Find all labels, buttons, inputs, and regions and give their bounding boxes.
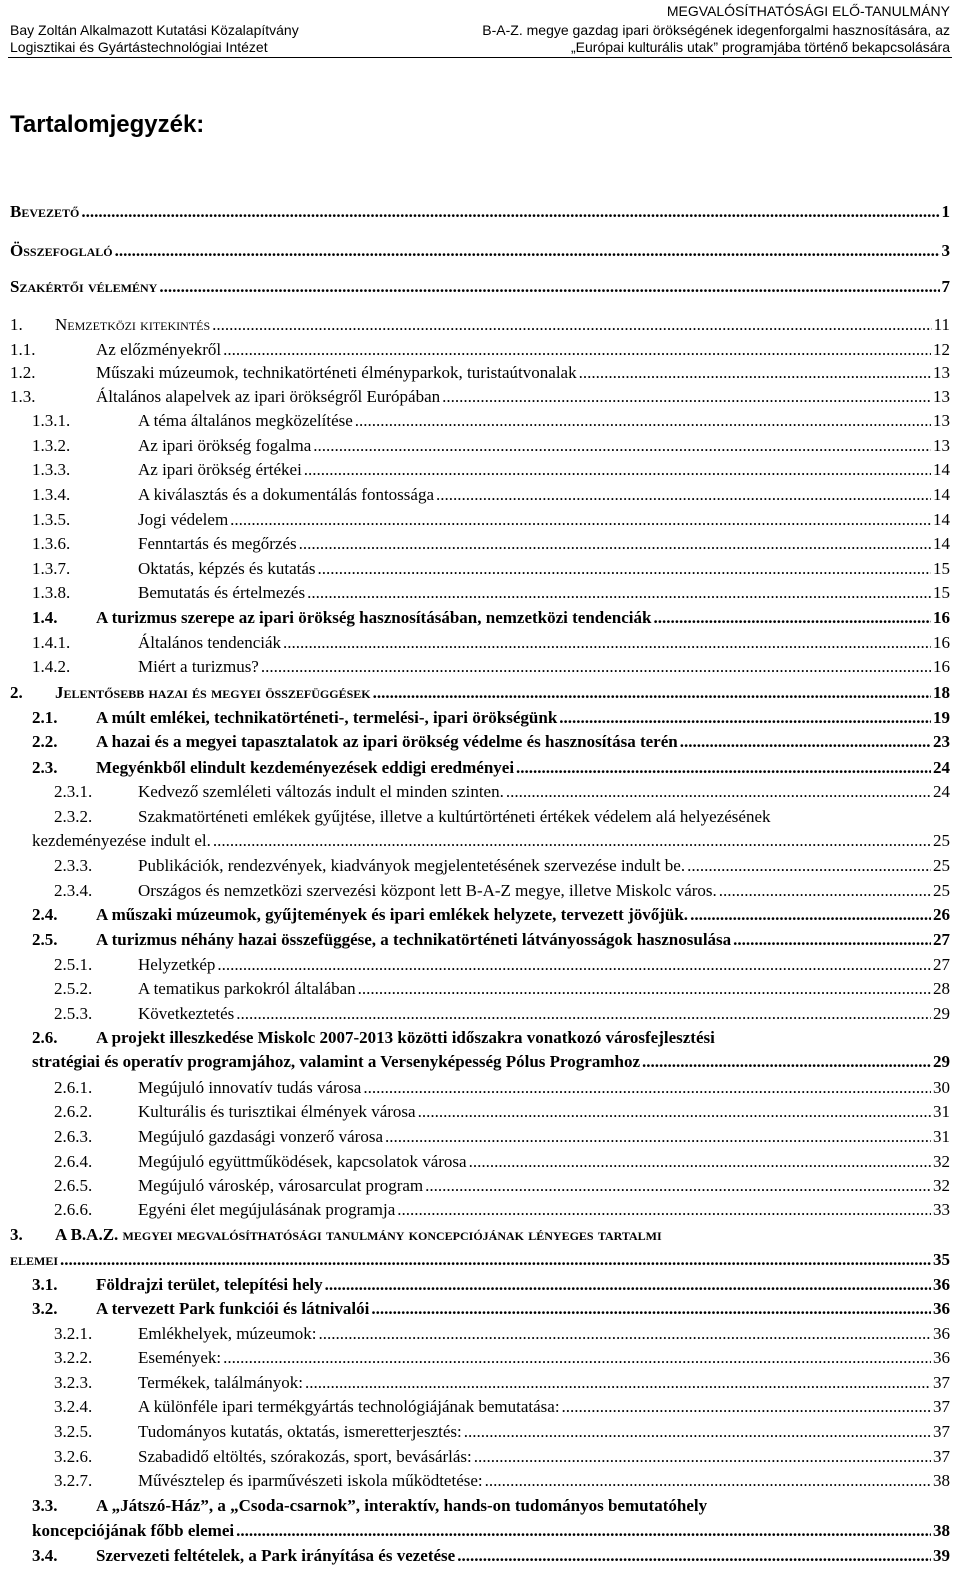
toc-entry-label: Publikációk, rendezvények, kiadványok megjelentetésének szervezése indult be.	[138, 856, 686, 875]
toc-entry-page: 36	[933, 1324, 950, 1343]
toc-leader	[579, 362, 931, 384]
toc-entry-label: Események:	[138, 1348, 222, 1367]
toc-leader	[355, 410, 931, 432]
toc-leader	[516, 757, 931, 779]
toc-leader	[212, 314, 931, 336]
toc-entry-label: Tudományos kutatás, oktatás, ismeretterjesztés:	[138, 1422, 462, 1441]
toc-entry[interactable]	[32, 607, 950, 629]
toc-entry[interactable]	[54, 1323, 950, 1345]
toc-entry[interactable]	[10, 240, 950, 262]
toc-leader	[60, 1249, 931, 1271]
toc-entry-page: 25	[933, 856, 950, 875]
toc-entry[interactable]	[54, 1077, 950, 1099]
toc-leader	[385, 1126, 931, 1148]
toc-entry-number: 3.2.1.	[54, 1324, 93, 1343]
toc-entry-label: A kiválasztás és a dokumentálás fontossága	[138, 485, 435, 504]
toc-entry-label: Következtetés	[138, 1004, 235, 1023]
toc-leader	[307, 582, 931, 604]
toc-entry-number: 2.	[10, 683, 23, 702]
toc-leader	[425, 1175, 931, 1197]
toc-entry[interactable]	[10, 386, 950, 408]
toc-entry-page: 19	[933, 708, 950, 727]
toc-entry-label: Általános tendenciák	[138, 633, 282, 652]
toc-entry-page: 37	[933, 1447, 950, 1466]
toc-entry[interactable]	[54, 1151, 950, 1173]
toc-entry-page: 13	[933, 411, 950, 430]
toc-entry-label: A tematikus parkokról általában	[138, 979, 356, 998]
toc-entry[interactable]	[54, 1446, 950, 1468]
toc-entry-label: Megújuló együttműködések, kapcsolatok városa	[138, 1152, 467, 1171]
toc-entry[interactable]	[32, 904, 950, 926]
toc-entry-number: 3.2.3.	[54, 1373, 93, 1392]
toc-entry-label-cont: stratégiai és operatív programjához, valamint a Versenyképesség Pólus Programhoz	[32, 1052, 640, 1071]
toc-entry-number: 1.2.	[10, 363, 36, 382]
toc-entry[interactable]	[54, 1421, 950, 1443]
toc-entry-page: 33	[933, 1200, 950, 1219]
toc-entry-page: 7	[941, 277, 950, 296]
toc-entry-page: 32	[933, 1152, 950, 1171]
toc-entry-page: 3	[941, 241, 950, 260]
toc-entry-number: 2.3.2.	[54, 807, 93, 826]
toc-entry-number: 2.3.3.	[54, 856, 93, 875]
toc-entry[interactable]	[32, 533, 950, 555]
toc-leader	[469, 1151, 931, 1173]
toc-leader	[223, 1347, 931, 1369]
toc-entry-page: 13	[933, 387, 950, 406]
toc-entry-label: Jogi védelem	[138, 510, 229, 529]
toc-entry-label: Egyéni élet megújulásának programja	[138, 1200, 396, 1219]
toc-entry-page: 24	[933, 782, 950, 801]
toc-entry-label: Szabadidő eltöltés, szórakozás, sport, bevásárlás:	[138, 1447, 472, 1466]
toc-entry-number: 1.4.1.	[32, 633, 71, 652]
toc-entry-number: 1.3.5.	[32, 510, 71, 529]
toc-entry-number: 2.5.3.	[54, 1004, 93, 1023]
toc-entry-label: Kedvező szemléleti változás indult el minden szinten.	[138, 782, 504, 801]
toc-entry[interactable]	[32, 656, 950, 678]
toc-entry-continuation[interactable]	[10, 1249, 950, 1271]
toc-entry[interactable]	[54, 954, 950, 976]
toc-entry-number: 2.6.6.	[54, 1200, 93, 1219]
toc-entry-label: Fenntartás és megőrzés	[138, 534, 297, 553]
toc-entry-label: Szakértői vélemény	[10, 277, 158, 296]
toc-entry[interactable]	[54, 1470, 950, 1492]
toc-entry-page: 32	[933, 1176, 950, 1195]
toc-leader	[230, 509, 931, 531]
toc-leader	[464, 1421, 931, 1443]
toc-entry-page: 14	[933, 510, 950, 529]
toc-entry-number: 2.3.	[32, 758, 58, 777]
toc-entry-page: 36	[933, 1348, 950, 1367]
toc-leader	[159, 276, 939, 298]
toc-entry-page: 38	[933, 1471, 950, 1490]
toc-entry[interactable]	[32, 1274, 950, 1296]
toc-entry-number: 2.5.	[32, 930, 58, 949]
toc-entry-page: 29	[933, 1052, 950, 1071]
toc-leader	[325, 1274, 931, 1296]
toc-leader	[474, 1446, 931, 1468]
toc-entry[interactable]	[54, 1396, 950, 1418]
toc-entry-number: 3.3.	[32, 1496, 58, 1515]
toc-entry-label: A hazai és a megyei tapasztalatok az ipari örökség védelme és hasznosítása terén	[96, 732, 678, 751]
toc-entry-label: Szervezeti feltételek, a Park irányítása és vezetése	[96, 1546, 456, 1565]
toc-entry-page: 37	[933, 1422, 950, 1441]
toc-entry-label: A múlt emlékei, technikatörténeti-, termelési-, ipari örökségünk	[96, 708, 558, 727]
toc-entry-number: 1.1.	[10, 340, 36, 359]
toc-entry-label: A projekt illeszkedése Miskolc 2007-2013 közötti időszakra vonatkozó városfejlesztési	[96, 1028, 715, 1047]
toc-entry[interactable]	[32, 929, 950, 951]
toc-leader	[217, 954, 931, 976]
toc-entry-page: 36	[933, 1275, 950, 1294]
toc-entry-label: Bemutatás és értelmezés	[138, 583, 306, 602]
toc-entry[interactable]	[32, 731, 950, 753]
toc-entry-number: 3.2.6.	[54, 1447, 93, 1466]
toc-entry[interactable]	[32, 632, 950, 654]
toc-entry-page: 16	[933, 608, 950, 627]
toc-entry-number: 3.4.	[32, 1546, 58, 1565]
toc-leader	[373, 682, 931, 704]
toc-leader	[305, 1372, 931, 1394]
toc-entry-label: A tervezett Park funkciói és látnivalói	[96, 1299, 370, 1318]
toc-entry-number: 3.2.7.	[54, 1471, 93, 1490]
toc-entry-label: A B.A.Z. megyei megvalósíthatósági tanulmány koncepciójának lényeges tartalmi	[55, 1225, 662, 1244]
toc-entry-heading[interactable]	[54, 806, 950, 828]
toc-entry-page: 35	[933, 1250, 950, 1269]
toc-leader	[304, 459, 931, 481]
toc-entry[interactable]	[10, 339, 950, 361]
toc-entry-page: 30	[933, 1078, 950, 1097]
toc-entry[interactable]	[10, 314, 950, 336]
toc-leader	[81, 201, 939, 223]
toc-leader	[358, 978, 931, 1000]
toc-entry[interactable]	[54, 1199, 950, 1221]
toc-entry-page: 25	[933, 831, 950, 850]
toc-entry-page: 12	[933, 340, 950, 359]
toc-leader	[642, 1051, 931, 1073]
toc-entry-number: 2.6.5.	[54, 1176, 93, 1195]
toc-entry-page: 23	[933, 732, 950, 751]
toc-entry-page: 16	[933, 657, 950, 676]
toc-entry-heading[interactable]	[32, 1027, 950, 1049]
toc-entry-label: Emlékhelyek, múzeumok:	[138, 1324, 317, 1343]
toc-entry[interactable]	[32, 1298, 950, 1320]
toc-entry[interactable]	[32, 707, 950, 729]
toc-entry-page: 27	[933, 955, 950, 974]
toc-entry-number: 2.4.	[32, 905, 58, 924]
toc-entry[interactable]	[32, 509, 950, 531]
toc-entry-label: Az ipari örökség értékei	[138, 460, 302, 479]
toc-entry-number: 1.4.	[32, 608, 58, 627]
toc-entry[interactable]	[32, 757, 950, 779]
page-header	[0, 0, 960, 58]
toc-leader	[690, 904, 931, 926]
toc-entry[interactable]	[10, 276, 950, 298]
toc-entry-number: 2.5.2.	[54, 979, 93, 998]
toc-entry-page: 37	[933, 1397, 950, 1416]
toc-entry-number: 2.2.	[32, 732, 58, 751]
toc-entry-number: 3.	[10, 1225, 23, 1244]
toc-entry-label: Termékek, találmányok:	[138, 1373, 303, 1392]
toc-entry-label-cont: elemei	[10, 1250, 59, 1269]
toc-entry-page: 29	[933, 1004, 950, 1023]
page-title: Tartalomjegyzék:	[10, 111, 205, 138]
toc-leader	[236, 1003, 931, 1025]
toc-leader	[680, 731, 931, 753]
toc-entry-number: 1.	[10, 315, 23, 334]
toc-entry-page: 14	[933, 485, 950, 504]
toc-entry-number: 1.3.2.	[32, 436, 71, 455]
toc-entry[interactable]	[54, 1126, 950, 1148]
toc-entry-label: Kulturális és turisztikai élmények városa	[138, 1102, 416, 1121]
toc-entry[interactable]	[54, 978, 950, 1000]
toc-entry[interactable]	[54, 1175, 950, 1197]
toc-entry-page: 24	[933, 758, 950, 777]
toc-entry-label: A műszaki múzeumok, gyűjtemények és ipari emlékek helyzete, tervezett jövőjük.	[96, 905, 689, 924]
toc-entry[interactable]	[54, 880, 950, 902]
toc-entry-continuation[interactable]	[32, 830, 950, 852]
toc-entry-label: Földrajzi terület, telepítési hely	[96, 1275, 323, 1294]
toc-entry-page: 16	[933, 633, 950, 652]
toc-entry-number: 2.1.	[32, 708, 58, 727]
toc-entry-label: Megújuló innovatív tudás városa	[138, 1078, 362, 1097]
toc-entry[interactable]	[54, 781, 950, 803]
toc-entry-label: Megújuló városkép, városarculat program	[138, 1176, 424, 1195]
toc-leader	[213, 830, 931, 852]
toc-entry[interactable]	[54, 1347, 950, 1369]
toc-entry-page: 36	[933, 1299, 950, 1318]
toc-entry-number: 2.6.1.	[54, 1078, 93, 1097]
toc-entry-label: Miért a turizmus?	[138, 657, 259, 676]
toc-entry-page: 37	[933, 1373, 950, 1392]
toc-leader	[313, 435, 931, 457]
toc-entry[interactable]	[32, 484, 950, 506]
toc-entry-label: A turizmus néhány hazai összefüggése, a technikatörténeti látványosságok hasznosulása	[96, 930, 732, 949]
toc-entry-page: 15	[933, 583, 950, 602]
toc-entry-label: A téma általános megközelítése	[138, 411, 353, 430]
toc-entry-number: 3.2.5.	[54, 1422, 93, 1441]
toc-entry[interactable]	[32, 1545, 950, 1567]
toc-entry-number: 3.1.	[32, 1275, 58, 1294]
toc-entry-label: A különféle ipari termékgyártás technológiájának bemutatása:	[138, 1397, 560, 1416]
toc-entry-page: 27	[933, 930, 950, 949]
toc-entry-number: 1.4.2.	[32, 657, 71, 676]
toc-entry-number: 1.3.8.	[32, 583, 71, 602]
toc-entry-page: 13	[933, 436, 950, 455]
toc-entry-label-cont: kezdeményezése indult el.	[32, 831, 211, 850]
toc-leader	[562, 1396, 931, 1418]
toc-entry-label: Összefoglaló	[10, 241, 113, 260]
toc-entry-continuation[interactable]	[32, 1520, 950, 1542]
toc-entry-page: 13	[933, 363, 950, 382]
toc-leader	[559, 707, 931, 729]
toc-entry-page: 15	[933, 559, 950, 578]
toc-entry[interactable]	[32, 435, 950, 457]
toc-entry[interactable]	[10, 362, 950, 384]
toc-leader	[719, 880, 931, 902]
toc-entry-number: 2.3.1.	[54, 782, 93, 801]
toc-entry[interactable]	[32, 558, 950, 580]
toc-entry[interactable]	[54, 1372, 950, 1394]
toc-entry-number: 1.3.	[10, 387, 36, 406]
toc-entry[interactable]	[32, 459, 950, 481]
toc-entry[interactable]	[10, 682, 950, 704]
toc-entry-page: 39	[933, 1546, 950, 1565]
toc-leader	[687, 855, 931, 877]
toc-entry-page: 18	[933, 683, 950, 702]
toc-leader	[318, 1323, 931, 1345]
toc-entry-number: 3.2.2.	[54, 1348, 93, 1367]
toc-leader	[485, 1470, 931, 1492]
toc-leader	[457, 1545, 931, 1567]
header-divider	[8, 57, 952, 58]
toc-leader	[506, 781, 931, 803]
toc-entry-heading[interactable]	[32, 1495, 950, 1517]
toc-entry-page: 25	[933, 881, 950, 900]
toc-entry[interactable]	[10, 201, 950, 223]
toc-entry-continuation[interactable]	[32, 1051, 950, 1073]
toc-entry-label: Jelentősebb hazai és megyei összefüggések	[55, 683, 371, 702]
toc-entry[interactable]	[54, 1003, 950, 1025]
toc-entry-label: Megyénkből elindult kezdeményezések eddigi eredményei	[96, 758, 515, 777]
toc-entry-page: 14	[933, 534, 950, 553]
header-institute: Logisztikai és Gyártástechnológiai Intézet	[10, 39, 268, 55]
toc-entry-page: 14	[933, 460, 950, 479]
toc-entry-label: Nemzetközi kitekintés	[55, 315, 211, 334]
toc-leader	[397, 1199, 931, 1221]
toc-entry-label: Általános alapelvek az ipari örökségről Európában	[96, 387, 441, 406]
toc-entry-number: 2.5.1.	[54, 955, 93, 974]
toc-entry-page: 28	[933, 979, 950, 998]
toc-leader	[733, 929, 931, 951]
toc-leader	[236, 1520, 931, 1542]
toc-entry-label: Szakmatörténeti emlékek gyűjtése, illetve a kultúrtörténeti értékek védelem alá helyezésének	[138, 807, 771, 826]
toc-leader	[299, 533, 931, 555]
toc-entry-heading[interactable]	[10, 1224, 950, 1246]
toc-entry-number: 1.3.1.	[32, 411, 71, 430]
toc-entry-number: 2.6.2.	[54, 1102, 93, 1121]
toc-entry-page: 11	[933, 315, 950, 334]
toc-entry-label: A „Játszó-Ház”, a „Csoda-csarnok”, interaktív, hands-on tudományos bemutatóhely	[96, 1496, 708, 1515]
toc-entry-label: Országos és nemzetközi szervezési központ lett B-A-Z megye, illetve Miskolc város.	[138, 881, 717, 900]
toc-leader	[418, 1101, 931, 1123]
toc-entry-label: Művésztelep és iparművészeti iskola működtetése:	[138, 1471, 483, 1490]
toc-entry-number: 2.6.3.	[54, 1127, 93, 1146]
toc-entry-label: Műszaki múzeumok, technikatörténeti élményparkok, turistaútvonalak	[96, 363, 577, 382]
toc-entry-number: 1.3.3.	[32, 460, 71, 479]
toc-leader	[283, 632, 931, 654]
toc-entry-number: 3.2.4.	[54, 1397, 93, 1416]
header-doc-type: MEGVALÓSÍTHATÓSÁGI ELŐ-TANULMÁNY	[666, 3, 950, 19]
toc-entry-label: Oktatás, képzés és kutatás	[138, 559, 316, 578]
toc-entry-label: Helyzetkép	[138, 955, 216, 974]
toc-entry[interactable]	[54, 1101, 950, 1123]
toc-entry-page: 38	[933, 1521, 950, 1540]
header-organization: Bay Zoltán Alkalmazott Kutatási Közalapítvány	[10, 22, 299, 38]
toc-entry-number: 3.2.	[32, 1299, 58, 1318]
toc-leader	[318, 558, 932, 580]
toc-leader	[436, 484, 931, 506]
toc-entry-page: 1	[941, 202, 950, 221]
toc-entry-label: Az ipari örökség fogalma	[138, 436, 312, 455]
toc-leader	[261, 656, 931, 678]
header-subject-line1: B-A-Z. megye gazdag ipari örökségének idegenforgalmi hasznosítására, az	[482, 22, 950, 38]
toc-entry-number: 2.6.	[32, 1028, 58, 1047]
toc-entry-number: 1.3.6.	[32, 534, 71, 553]
toc-entry-number: 2.3.4.	[54, 881, 93, 900]
toc-entry-number: 1.3.4.	[32, 485, 71, 504]
toc-entry-page: 26	[933, 905, 950, 924]
toc-leader	[115, 240, 940, 262]
toc-entry[interactable]	[32, 582, 950, 604]
toc-entry-page: 31	[933, 1102, 950, 1121]
toc-entry-page: 31	[933, 1127, 950, 1146]
toc-leader	[371, 1298, 931, 1320]
toc-entry-label: Megújuló gazdasági vonzerő városa	[138, 1127, 383, 1146]
toc-leader	[223, 339, 931, 361]
toc-entry-label-cont: koncepciójának főbb elemei	[32, 1521, 235, 1540]
toc-leader	[653, 607, 931, 629]
toc-leader	[363, 1077, 931, 1099]
toc-entry-label: A turizmus szerepe az ipari örökség hasznosításában, nemzetközi tendenciák	[96, 608, 652, 627]
toc-entry[interactable]	[54, 855, 950, 877]
toc-entry-label: Bevezető	[10, 202, 80, 221]
toc-entry-label: Az előzményekről	[96, 340, 222, 359]
toc-entry[interactable]	[32, 410, 950, 432]
toc-entry-number: 1.3.7.	[32, 559, 71, 578]
header-subject-line2: „Európai kulturális utak” programjába történő bekapcsolására	[571, 39, 950, 55]
toc-entry-number: 2.6.4.	[54, 1152, 93, 1171]
toc-leader	[442, 386, 931, 408]
